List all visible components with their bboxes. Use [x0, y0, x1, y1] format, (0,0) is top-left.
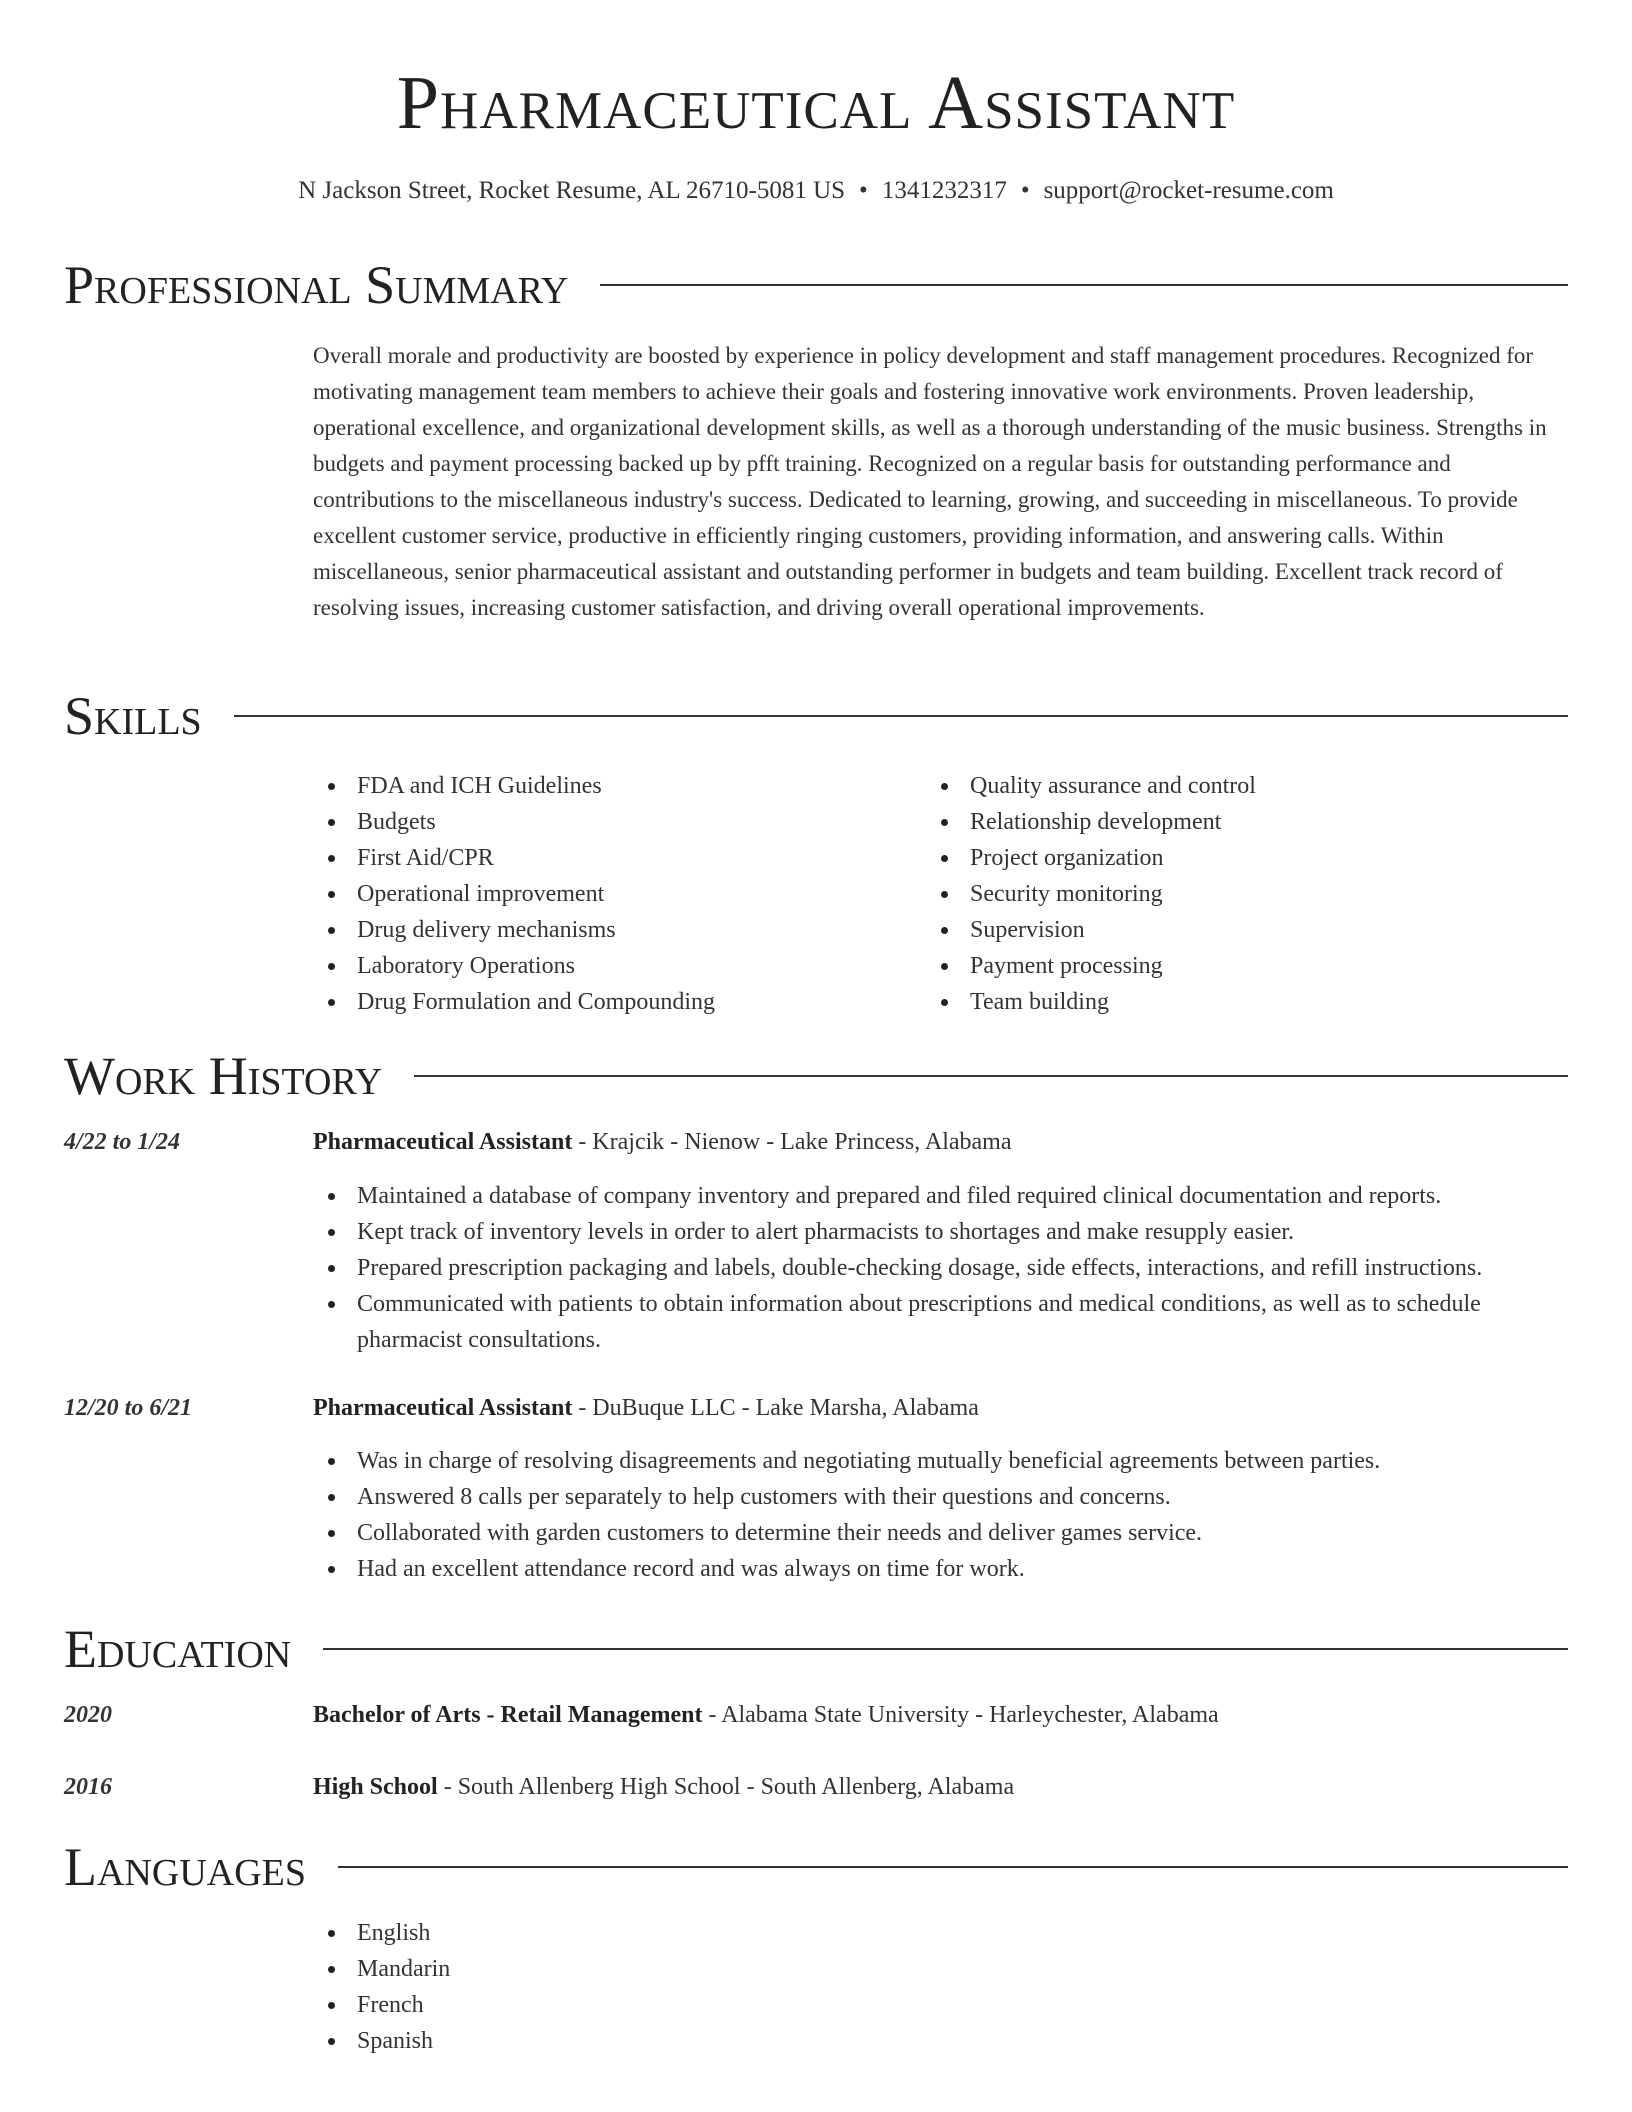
job-title: Pharmaceutical Assistant — [313, 1395, 573, 1421]
job-bullet: Answered 8 calls per separately to help customers with their questions and concerns. — [313, 1479, 1568, 1515]
section-divider — [600, 284, 1568, 286]
education-degree: Bachelor of Arts - Retail Management — [313, 1702, 703, 1728]
language-item: French — [313, 1987, 1568, 2023]
job-bullets — [313, 1178, 1568, 1358]
education-entry — [313, 1697, 1568, 1733]
job-heading — [313, 1124, 1568, 1160]
language-item: English — [313, 1915, 1568, 1951]
education-year: 2020 — [64, 1702, 112, 1728]
resume-title: Pharmaceutical Assistant — [396, 61, 1236, 145]
skill-item: Drug Formulation and Compounding — [313, 984, 913, 1020]
education-section-header — [64, 1617, 1568, 1681]
skill-item: Drug delivery mechanisms — [313, 912, 913, 948]
skill-item: Laboratory Operations — [313, 948, 913, 984]
summary-heading: Professional Summary — [64, 255, 569, 315]
skill-item: Supervision — [926, 912, 1566, 948]
skills-heading: Skills — [64, 686, 202, 746]
section-divider — [234, 715, 1568, 717]
job-details: - Krajcik - Nienow - Lake Princess, Alabama — [572, 1129, 1012, 1155]
skill-item: Payment processing — [926, 948, 1566, 984]
contact-separator: • — [859, 177, 868, 204]
languages-heading: Languages — [64, 1837, 306, 1897]
job-bullet: Kept track of inventory levels in order to alert pharmacists to shortages and make resupply easier. — [313, 1214, 1568, 1250]
job-bullet: Maintained a database of company inventory and prepared and filed required clinical documentation and reports. — [313, 1178, 1568, 1214]
job-details: - DuBuque LLC - Lake Marsha, Alabama — [572, 1395, 979, 1421]
languages-section-header — [64, 1835, 1568, 1899]
skill-item: Team building — [926, 984, 1566, 1020]
language-item: Mandarin — [313, 1951, 1568, 1987]
skills-list-right — [926, 768, 1566, 1020]
section-divider — [414, 1075, 1568, 1077]
skill-item: FDA and ICH Guidelines — [313, 768, 913, 804]
skill-item: Operational improvement — [313, 876, 913, 912]
work-section-header — [64, 1044, 1568, 1108]
education-details: - Alabama State University - Harleychester, Alabama — [702, 1702, 1219, 1728]
job-bullet: Had an excellent attendance record and was always on time for work. — [313, 1551, 1568, 1587]
contact-address: N Jackson Street, Rocket Resume, AL 26710-5081 US — [298, 177, 846, 204]
summary-section-header — [64, 253, 1568, 317]
job-bullet: Was in charge of resolving disagreements and negotiating mutually beneficial agreements between parties. — [313, 1443, 1568, 1479]
work-heading: Work History — [64, 1046, 383, 1106]
job-bullets — [313, 1443, 1568, 1587]
contact-separator: • — [1020, 177, 1030, 204]
skills-section-header — [64, 684, 1568, 748]
contact-phone: 1341232317 — [881, 177, 1007, 204]
job-title: Pharmaceutical Assistant — [313, 1129, 573, 1155]
skill-item: Relationship development — [926, 804, 1566, 840]
language-item: Spanish — [313, 2023, 1568, 2059]
job-heading — [313, 1390, 1568, 1426]
education-entry — [313, 1769, 1568, 1805]
languages-list — [313, 1915, 1568, 2059]
skill-item: Budgets — [313, 804, 913, 840]
skill-item: Security monitoring — [926, 876, 1566, 912]
skill-item: Quality assurance and control — [926, 768, 1566, 804]
summary-text: Overall morale and productivity are boosted by experience in policy development and staff management procedures. Recognized for motivating management team members to achieve their goals and fostering innovative work environments. Proven leadership, operational excellence, and organizational development skills, as well as a thorough understanding of the music business. Strengths in budgets and payment processing backed up by pfft training. Recognized on a regular basis for outstanding performance and contributions to the miscellaneous industry's success. Dedicated to learning, growing, and succeeding in miscellaneous. To provide excellent customer service, productive in efficiently ringing customers, providing information, and answering calls. Within miscellaneous, senior pharmaceutical assistant and outstanding performer in budgets and team building. Excellent track record of resolving issues, increasing customer satisfaction, and driving overall operational improvements. — [313, 343, 1547, 620]
job-dates: 12/20 to 6/21 — [64, 1395, 193, 1421]
skills-list-left — [313, 768, 913, 1020]
job-bullet: Communicated with patients to obtain information about prescriptions and medical conditions, as well as to schedule pharmacist consultations. — [313, 1286, 1568, 1358]
education-details: - South Allenberg High School - South Allenberg, Alabama — [437, 1774, 1015, 1800]
job-bullet: Prepared prescription packaging and labels, double-checking dosage, side effects, interactions, and refill instructions. — [313, 1250, 1568, 1286]
contact-line — [0, 175, 1632, 207]
section-divider — [323, 1648, 1568, 1650]
job-bullet: Collaborated with garden customers to determine their needs and deliver games service. — [313, 1515, 1568, 1551]
education-year: 2016 — [64, 1774, 112, 1800]
education-heading: Education — [64, 1619, 292, 1679]
section-divider — [338, 1866, 1568, 1868]
job-dates: 4/22 to 1/24 — [64, 1129, 181, 1155]
skill-item: First Aid/CPR — [313, 840, 913, 876]
contact-email: support@rocket-resume.com — [1043, 177, 1334, 204]
education-degree: High School — [313, 1774, 438, 1800]
skill-item: Project organization — [926, 840, 1566, 876]
